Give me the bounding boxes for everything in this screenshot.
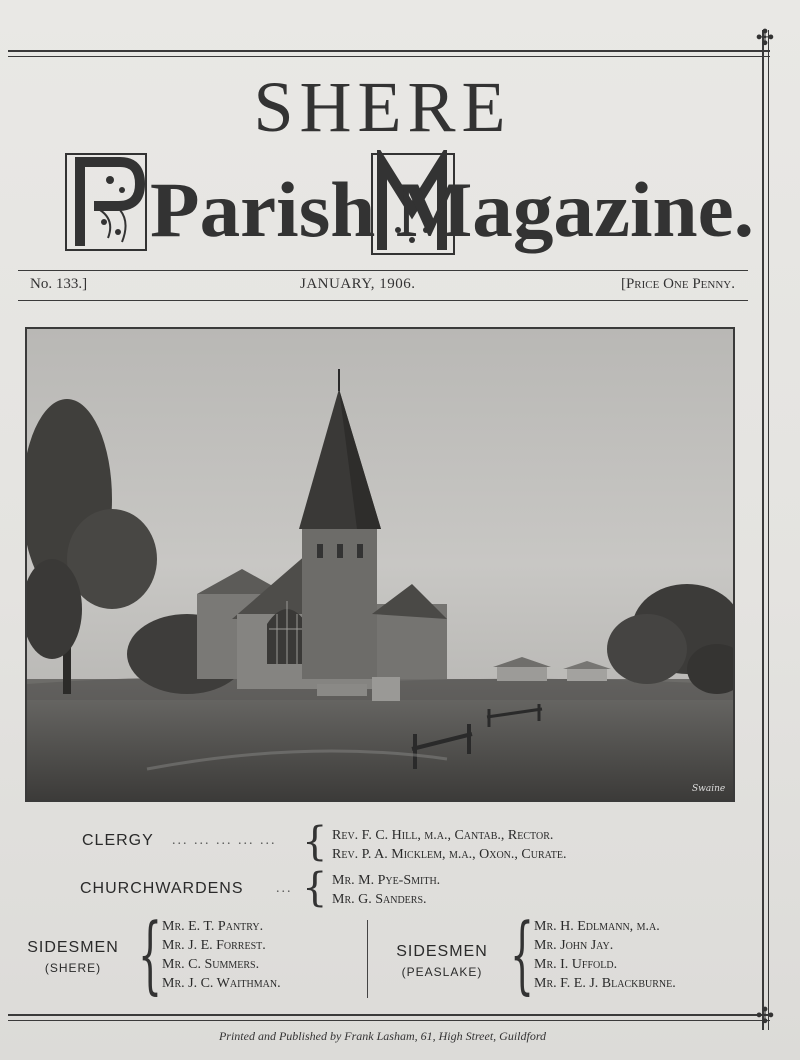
issue-date: JANUARY, 1906.: [300, 276, 416, 292]
churchwarden-name: Mr. G. Sanders.: [332, 892, 427, 907]
sidesman-name: Mr. I. Uffold.: [534, 957, 618, 972]
gravestone: [372, 677, 400, 701]
masthead-title-wrap: [60, 150, 760, 260]
sidesman-name: Mr. H. Edlmann, m.a.: [534, 919, 660, 934]
churchwardens-names: [332, 871, 440, 909]
frame-bottom-rule: [8, 1014, 770, 1016]
illuminated-initial-p: [66, 154, 146, 250]
sidesmen-divider: [367, 920, 368, 998]
sidesman-name: Mr. J. E. Forrest.: [162, 938, 266, 953]
engraver-signature: Swaine: [692, 784, 726, 794]
gravestone: [317, 684, 367, 696]
clergy-label: CLERGY: [82, 832, 154, 849]
frame-bottom-rule-inner: [8, 1020, 770, 1021]
frame-right-rule-inner: [768, 30, 769, 1030]
corner-ornament-bottom: ✣: [755, 1004, 775, 1029]
churchwarden-name: Mr. M. Pye-Smith.: [332, 873, 441, 888]
printer-imprint: Printed and Published by Frank Lasham, 61, High Street, Guildford: [218, 1029, 547, 1043]
clergy-brace: {: [302, 819, 328, 865]
masthead-title-text: Parish Magazine.: [150, 166, 754, 253]
church-photograph: [25, 327, 735, 802]
frame-top-rule-inner: [8, 56, 770, 57]
churchwardens-label: CHURCHWARDENS: [80, 880, 244, 897]
issue-line: [30, 276, 735, 296]
churchwardens-brace: {: [302, 865, 328, 911]
masthead-place: SHERE: [253, 67, 512, 147]
sidesmen-peaslake-heading: [386, 943, 498, 979]
church-illustration: [27, 329, 733, 800]
issue-bottom-rule: [18, 300, 748, 301]
issue-number: No. 133.]: [30, 276, 88, 292]
frame-top-rule: [8, 50, 770, 52]
sidesman-name: Mr. John Jay.: [534, 938, 614, 953]
sidesman-name: Mr. F. E. J. Blackburne.: [534, 976, 676, 991]
clergy-leader-dots: ... ... ... ... ...: [172, 833, 277, 848]
sidesmen-shere-label: SIDESMEN: [27, 939, 119, 956]
sidesmen-peaslake-names: [534, 917, 676, 993]
sidesmen-peaslake-label: SIDESMEN: [396, 943, 488, 960]
issue-top-rule: [18, 270, 748, 271]
clergy-names: [332, 826, 566, 864]
sidesman-name: Mr. E. T. Pantry.: [162, 919, 264, 934]
churchwardens-leader-dots: ...: [276, 881, 293, 896]
clergy-name: Rev. P. A. Micklem, m.a., Oxon., Curate.: [332, 847, 567, 862]
issue-price: [Price One Penny.: [620, 276, 735, 292]
sidesmen-shere-names: [162, 917, 281, 993]
sidesman-name: Mr. J. C. Waithman.: [162, 976, 281, 991]
sidesmen-peaslake-brace: {: [510, 905, 535, 1003]
frame-right-rule: [762, 30, 764, 1030]
sidesmen-shere-heading: [18, 939, 128, 975]
corner-ornament-top: ✣: [755, 26, 775, 51]
sidesman-name: Mr. C. Summers.: [162, 957, 260, 972]
sidesmen-shere-brace: {: [138, 905, 163, 1003]
masthead-title-svg: [60, 150, 760, 260]
sidesmen-shere-place: (SHERE): [44, 961, 102, 975]
sidesmen-peaslake-place: (PEASLAKE): [401, 965, 483, 979]
clergy-name: Rev. F. C. Hill, m.a., Cantab., Rector.: [332, 828, 554, 843]
